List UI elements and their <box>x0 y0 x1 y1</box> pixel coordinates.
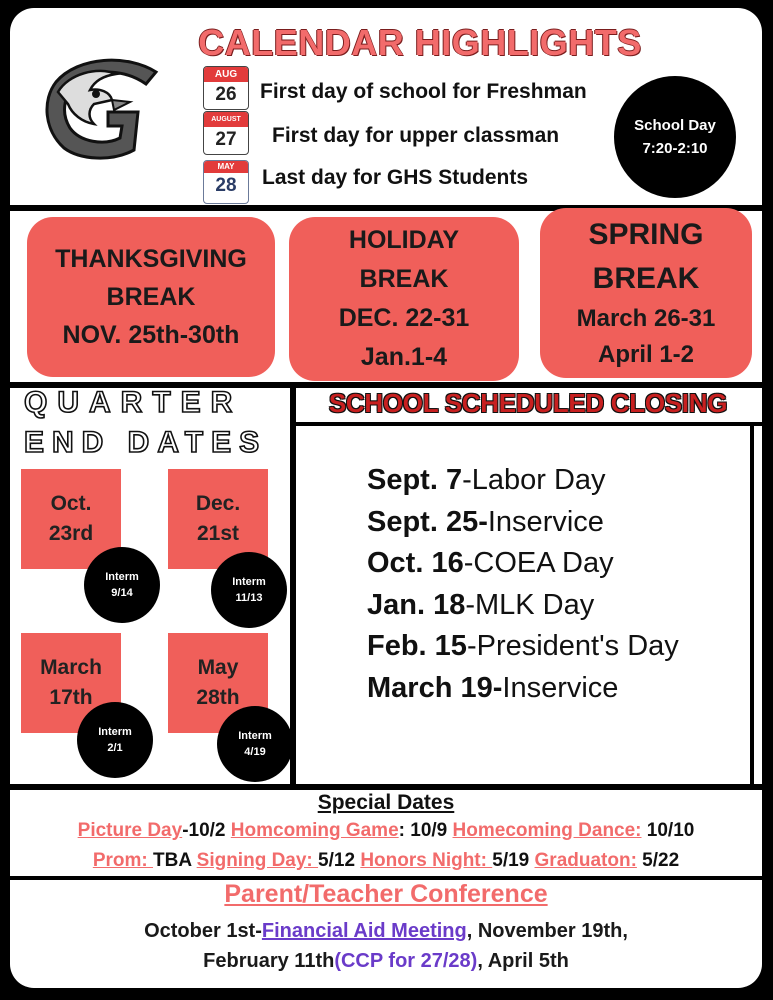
interm-badge: Interm 9/14 <box>84 547 160 623</box>
closing-title: SCHOOL SCHEDULED CLOSING <box>328 388 728 418</box>
signing-day-link[interactable]: Signing Day: <box>196 850 319 871</box>
quarter-date-dec: Dec. 21st <box>168 469 268 569</box>
closing-item: Jan. 18-MLK Day <box>367 588 595 621</box>
divider <box>10 784 762 790</box>
closing-item: Sept. 7-Labor Day <box>367 464 606 496</box>
interm-badge: Interm 2/1 <box>77 702 153 778</box>
page-title: CALENDAR HIGHLIGHTS <box>198 22 642 63</box>
picture-day-link[interactable]: Picture Day <box>77 820 183 841</box>
closing-border <box>750 422 754 784</box>
quarter-date-may: May 28th <box>168 633 268 733</box>
calendar-aug26-icon: AUG 26 <box>203 66 249 110</box>
calendar-may28-icon: MAY 28 <box>203 160 249 204</box>
ptc-title: Parent/Teacher Conference <box>224 880 548 908</box>
spring-break-box: SPRING BREAK March 26-31 April 1-2 <box>540 208 752 378</box>
special-dates-line2: Prom: TBA Signing Day: 5/12 Honors Night: 5/19 Graduaton: 5/22 <box>92 850 680 871</box>
ptc-line2: February 11th(CCP for 27/28), April 5th <box>203 950 569 972</box>
closing-item: Feb. 15-President's Day <box>367 630 679 662</box>
calendar-aug27-icon: AUGUST 27 <box>203 111 249 155</box>
highlight-upperclassman: First day for upper classman <box>272 124 560 147</box>
interm-badge: Interm 11/13 <box>211 552 287 628</box>
graduation-link[interactable]: Graduaton: <box>534 850 637 871</box>
school-day-badge: School Day 7:20-2:10 <box>614 76 736 198</box>
special-dates-title: Special Dates <box>317 791 455 814</box>
homecoming-game-link[interactable]: Homcoming Game <box>230 820 399 841</box>
thanksgiving-break-box: THANKSGIVING BREAK NOV. 25th-30th <box>27 217 275 377</box>
ptc-line1: October 1st-Financial Aid Meeting, November 19th, <box>144 920 628 942</box>
hawk-logo-icon <box>38 52 168 162</box>
special-dates-line1: Picture Day-10/2 Homcoming Game: 10/9 Homecoming Dance: 10/10 <box>77 820 695 841</box>
vertical-divider <box>290 386 296 784</box>
closing-item: March 19-Inservice <box>367 671 619 704</box>
closing-item: Oct. 16-COEA Day <box>367 547 614 579</box>
quarter-title-line1: QUARTER <box>24 386 243 419</box>
quarter-date-oct: Oct. 23rd <box>21 469 121 569</box>
prom-link[interactable]: Prom: <box>92 850 154 871</box>
highlight-last-day: Last day for GHS Students <box>262 166 529 189</box>
closing-list <box>367 460 679 709</box>
divider <box>296 422 762 426</box>
closing-item: Sept. 25-Inservice <box>367 505 604 538</box>
financial-aid-link[interactable]: Financial Aid Meeting <box>261 920 467 942</box>
calendar-card <box>10 8 762 988</box>
interm-badge: Interm 4/19 <box>217 706 293 782</box>
quarter-title-line2: END DATES <box>24 426 268 459</box>
holiday-break-box: HOLIDAY BREAK DEC. 22-31 Jan.1-4 <box>289 217 519 381</box>
homecoming-dance-link[interactable]: Homecoming Dance: <box>452 820 642 841</box>
honors-night-link[interactable]: Honors Night: <box>360 850 493 871</box>
quarter-date-march: March 17th <box>21 633 121 733</box>
highlight-freshman: First day of school for Freshman <box>260 80 587 103</box>
